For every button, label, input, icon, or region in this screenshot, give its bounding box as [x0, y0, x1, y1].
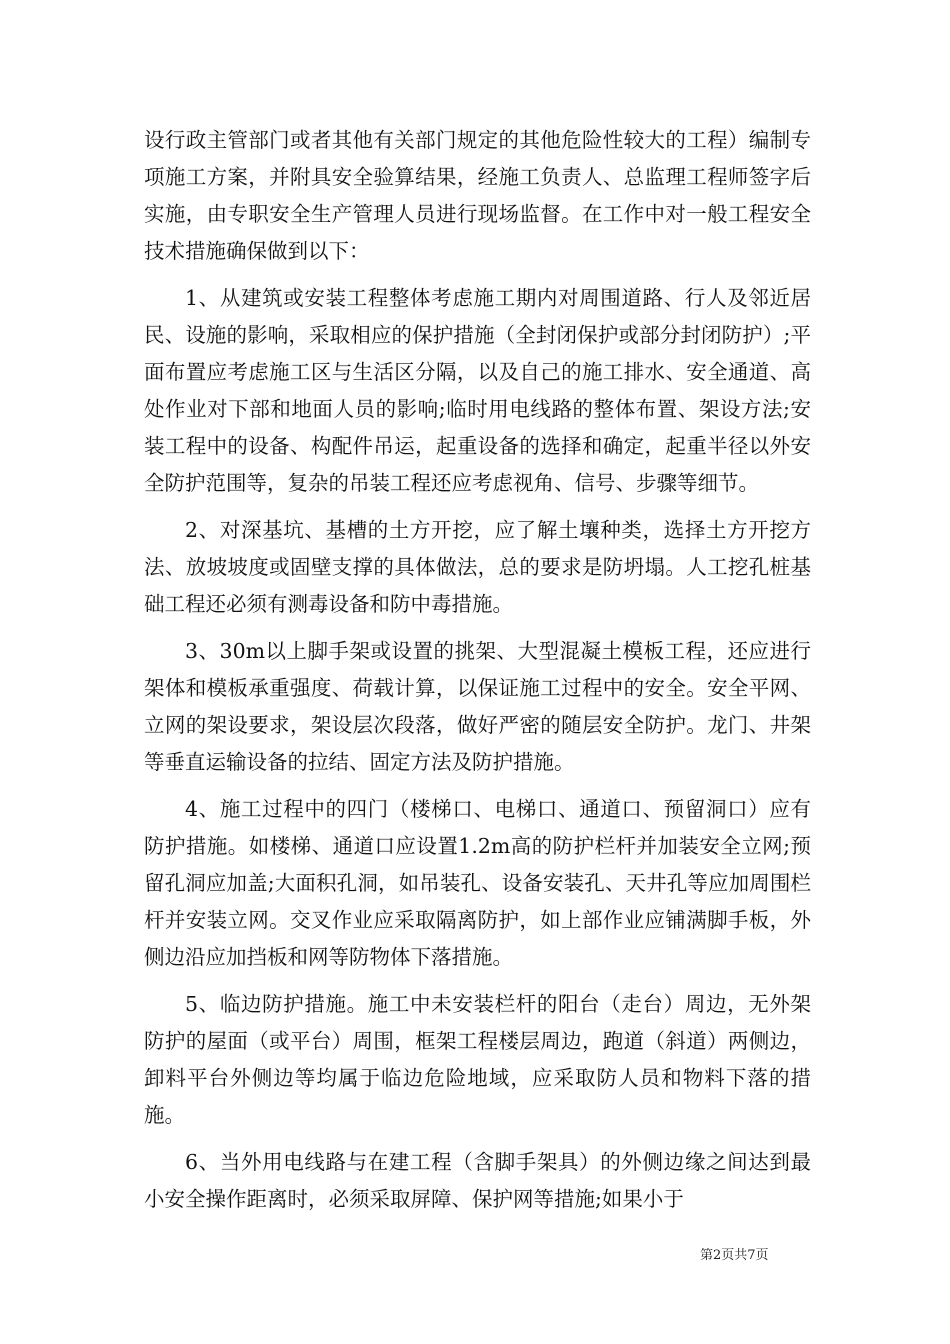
- paragraph-intro: 设行政主管部门或者其他有关部门规定的其他危险性较大的工程）编制专项施工方案，并附具安全验算结果，经施工负责人、总监理工程师签字后实施，由专职安全生产管理人员进行现场监督。在工作中对一般工程安全技术措施确保做到以下：: [144, 128, 811, 263]
- paragraph-item-4: 4、施工过程中的四门（楼梯口、电梯口、通道口、预留洞口）应有防护措施。如楼梯、通道口应设置1.2m高的防护栏杆并加装安全立网;预留孔洞应加盖;大面积孔洞，如吊装孔、设备安装孔、天井孔等应加周围栏杆并安装立网。交叉作业应采取隔离防护，如上部作业应铺满脚手板，外侧边沿应加挡板和网等防物体下落措施。: [144, 797, 811, 969]
- paragraph-item-1: 1、从建筑或安装工程整体考虑施工期内对周围道路、行人及邻近居民、设施的影响，采取相应的保护措施（全封闭保护或部分封闭防护）;平面布置应考虑施工区与生活区分隔，以及自己的施工排水、安全通道、高处作业对下部和地面人员的影响;临时用电线路的整体布置、架设方法;安装工程中的设备、构配件吊运，起重设备的选择和确定，起重半径以外安全防护范围等，复杂的吊装工程还应考虑视角、信号、步骤等细节。: [144, 286, 811, 495]
- document-body: [144, 122, 811, 1218]
- page-number: 第2页共7页: [700, 1248, 769, 1263]
- paragraph-item-5: 5、临边防护措施。施工中未安装栏杆的阳台（走台）周边，无外架防护的屋面（或平台）周围，框架工程楼层周边，跑道（斜道）两侧边，卸料平台外侧边等均属于临边危险地域，应采取防人员和物料下落的措施。: [144, 992, 811, 1127]
- paragraph-item-2: 2、对深基坑、基槽的土方开挖，应了解土壤种类，选择土方开挖方法、放坡坡度或固壁支撑的具体做法，总的要求是防坍塌。人工挖孔桩基础工程还必须有测毒设备和防中毒措施。: [144, 518, 811, 616]
- paragraph-item-3: 3、30m以上脚手架或设置的挑架、大型混凝土模板工程，还应进行架体和模板承重强度、荷载计算，以保证施工过程中的安全。安全平网、立网的架设要求，架设层次段落，做好严密的随层安全防护。龙门、井架等垂直运输设备的拉结、固定方法及防护措施。: [144, 639, 811, 774]
- paragraph-item-6: 6、当外用电线路与在建工程（含脚手架具）的外侧边缘之间达到最小安全操作距离时，必须采取屏障、保护网等措施;如果小于: [144, 1150, 811, 1211]
